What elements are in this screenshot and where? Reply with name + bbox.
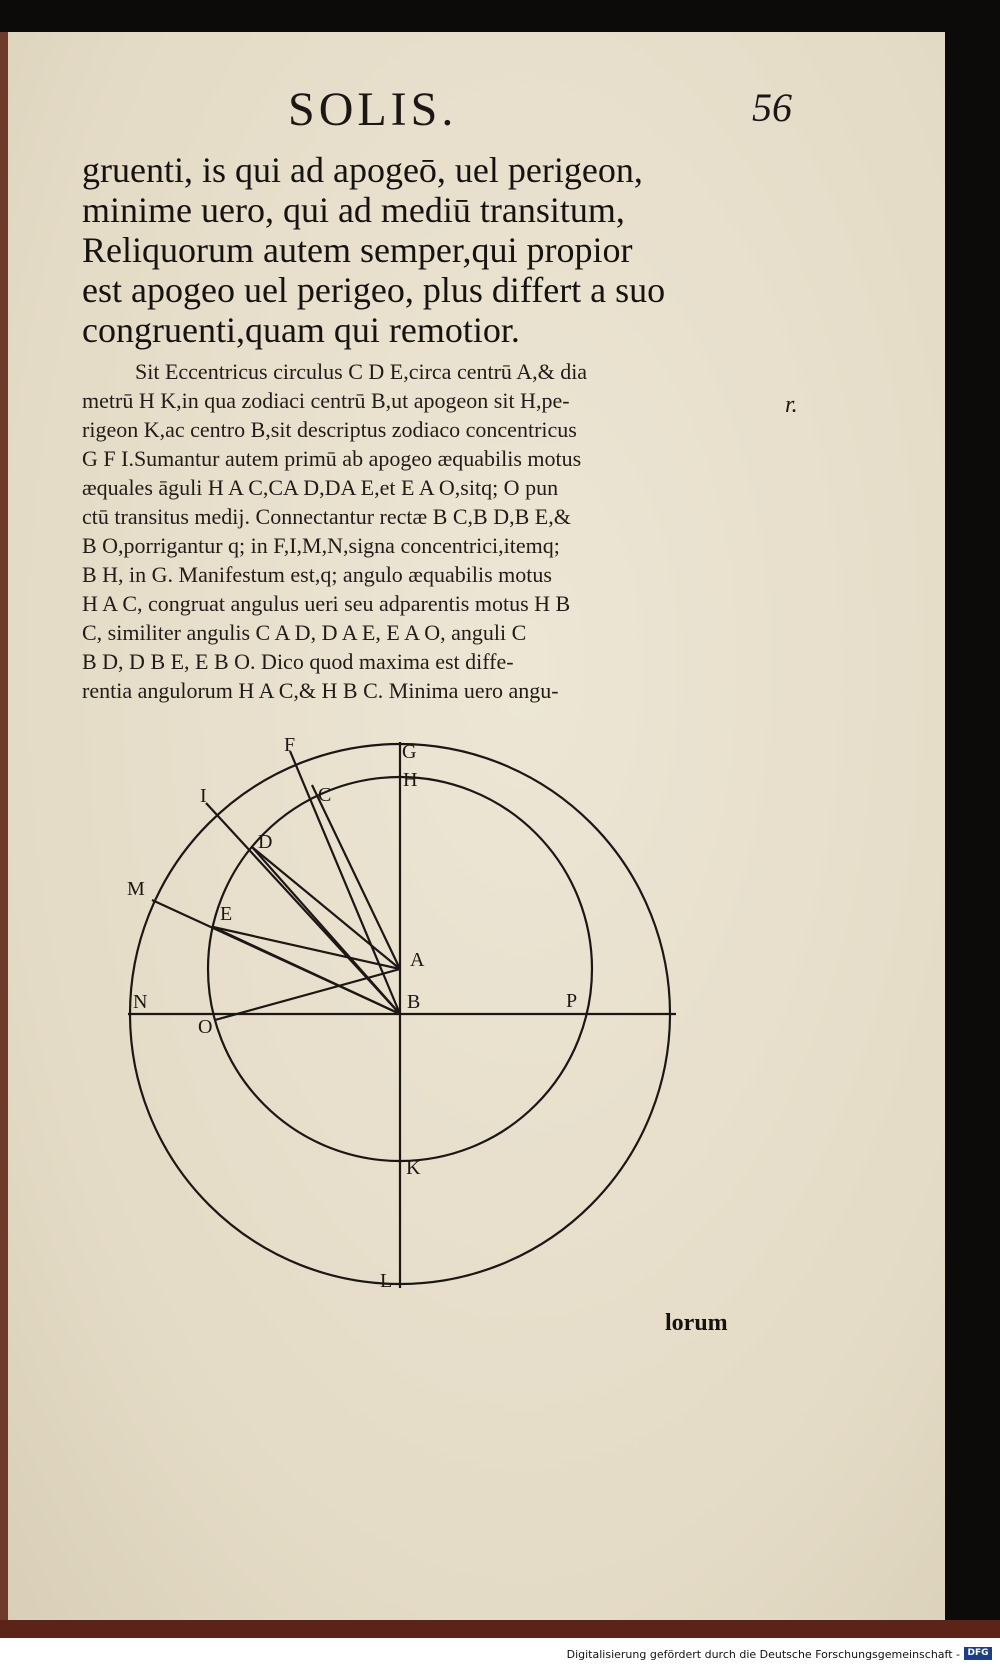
text-line: H A C, congruat angulus ueri seu adparentis motus H B — [82, 591, 571, 616]
line-AD — [252, 847, 400, 969]
label-G: G — [402, 741, 417, 763]
text-line: B O,porrigantur q; in F,I,M,N,signa concentrici,itemq; — [82, 533, 560, 558]
text-line: rentia angulorum H A C,& H B C. Minima uero angu- — [82, 678, 559, 703]
text-line: Sit Eccentricus circulus C D E,circa centrū A,& dia — [135, 359, 588, 384]
margin-mark: r. — [785, 392, 798, 418]
line-AO — [215, 969, 400, 1020]
label-H: H — [403, 769, 418, 791]
label-P: P — [566, 990, 578, 1012]
label-D: D — [258, 831, 273, 853]
text-line: G F I.Sumantur autem primū ab apogeo æquabilis motus — [82, 446, 582, 471]
text-line: minime uero, qui ad mediū transitum, — [82, 190, 625, 230]
label-B: B — [407, 991, 421, 1013]
label-C: C — [318, 784, 332, 806]
text-line: C, similiter angulis C A D, D A E, E A O, anguli C — [82, 620, 527, 645]
text-line: Reliquorum autem semper,qui propior — [82, 230, 633, 270]
text-line: est apogeo uel perigeo, plus differt a suo — [82, 270, 666, 310]
text-line: ctū transitus medij. Connectantur rectæ B C,B D,B E,& — [82, 504, 571, 529]
label-A: A — [410, 949, 425, 971]
running-title: SOLIS. — [288, 83, 458, 136]
text-line: metrū H K,in qua zodiaci centrū B,ut apogeon sit H,pe- — [82, 388, 570, 413]
label-M: M — [127, 878, 145, 900]
label-N: N — [133, 991, 148, 1013]
label-I: I — [200, 785, 207, 807]
dfg-logo: DFG — [964, 1647, 992, 1660]
label-K: K — [406, 1157, 421, 1179]
line-AC — [312, 785, 400, 969]
text-line: B D, D B E, E B O. Dico quod maxima est diffe- — [82, 649, 514, 674]
label-O: O — [198, 1016, 213, 1038]
catchword: lorum — [665, 1310, 728, 1336]
text-line: gruenti, is qui ad apogeō, uel perigeon, — [82, 150, 643, 190]
label-E: E — [220, 903, 233, 925]
text-line: congruenti,quam qui remotior. — [82, 310, 520, 350]
text-line: æquales āguli H A C,CA D,DA E,et E A O,sitq; O pun — [82, 475, 559, 500]
text-line: rigeon K,ac centro B,sit descriptus zodiaco concentricus — [82, 417, 577, 442]
footer-credit: Digitalisierung gefördert durch die Deutsche Forschungsgemeinschaft - — [566, 1648, 960, 1661]
label-F: F — [284, 734, 296, 756]
page-number: 56 — [752, 85, 792, 130]
line-BE — [213, 927, 400, 1014]
label-L: L — [380, 1270, 393, 1292]
text-line: B H, in G. Manifestum est,q; angulo æquabilis motus — [82, 562, 552, 587]
